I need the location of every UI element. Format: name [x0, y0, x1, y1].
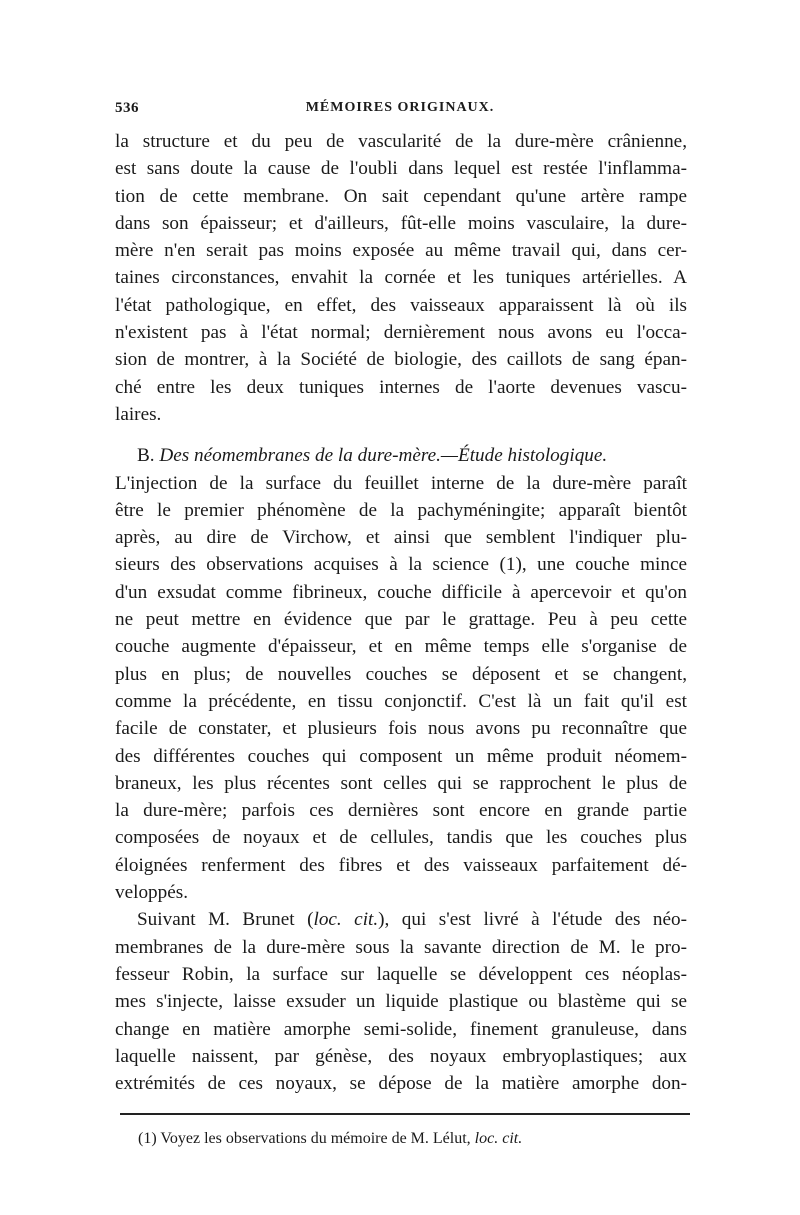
text-line: d'un exsudat comme fibrineux, couche difficile à apercevoir et qu'on	[115, 581, 687, 603]
text-line: être le premier phénomène de la pachyméningite; apparaît bientôt	[115, 499, 687, 521]
footnote-text: (1) Voyez les observations du mémoire de M. Lélut,	[138, 1130, 475, 1147]
text-line: composées de noyaux et de cellules, tandis que les couches plus	[115, 827, 687, 849]
section-heading	[115, 442, 687, 469]
text-line: l'état pathologique, en effet, des vaisseaux apparaissent là où ils	[115, 294, 687, 316]
text-line: extrémités de ces noyaux, se dépose de la matière amorphe don-	[115, 1073, 687, 1095]
text-line: facile de constater, et plusieurs fois nous avons pu reconnaître que	[115, 718, 687, 740]
text-line: taines circonstances, envahit la cornée et les tuniques artérielles. A	[115, 267, 687, 289]
text-line: après, au dire de Virchow, et ainsi que semblent l'indiquer plu-	[115, 527, 687, 549]
text-line: veloppés.	[115, 882, 189, 904]
text-line: ché entre les deux tuniques internes de l'aorte devenues vascu-	[115, 376, 687, 398]
section-title: Des néomembranes de la dure-mère.—Étude histologique.	[159, 445, 608, 467]
text-line: sion de montrer, à la Société de biologie, des caillots de sang épan-	[115, 349, 687, 371]
text-line: n'existent pas à l'état normal; dernièrement nous avons eu l'occa-	[115, 322, 687, 344]
text-line: laquelle naissent, par génèse, des noyaux embryoplastiques; aux	[115, 1045, 687, 1067]
page-header	[115, 100, 685, 122]
citation-italic: loc. cit.	[313, 909, 379, 931]
footnote	[138, 1130, 698, 1148]
text-line: la structure et du peu de vascularité de la dure-mère crânienne,	[115, 131, 687, 152]
text-line: couche augmente d'épaisseur, et en même temps elle s'organise de	[115, 636, 687, 658]
text-line: ne peut mettre en évidence que par le grattage. Peu à peu cette	[115, 609, 687, 631]
text-line: mère n'en serait pas moins exposée au même travail qui, dans cer-	[115, 240, 687, 262]
text-line: éloignées renferment des fibres et des vaisseaux parfaitement dé-	[115, 854, 687, 876]
text-line	[115, 906, 687, 933]
text-line: plus en plus; de nouvelles couches se déposent et se changent,	[115, 663, 687, 685]
text-fragment: Suivant M. Brunet (	[137, 909, 314, 931]
text-line: tion de cette membrane. On sait cependant qu'une artère rampe	[115, 185, 687, 207]
page-number: 536	[115, 100, 139, 116]
footnote-rule	[120, 1113, 690, 1115]
text-line: laires.	[115, 403, 162, 425]
text-line: change en matière amorphe semi-solide, finement granuleuse, dans	[115, 1018, 687, 1040]
text-line: comme la précédente, en tissu conjonctif. C'est là un fait qu'il est	[115, 690, 687, 712]
text-line: des différentes couches qui composent un même produit néomem-	[115, 745, 687, 767]
body-text	[115, 128, 687, 1097]
text-line: la dure-mère; parfois ces dernières sont encore en grande partie	[115, 800, 687, 822]
footnote-citation: loc. cit.	[474, 1130, 523, 1147]
text-line: fesseur Robin, la surface sur laquelle se développent ces néoplas-	[115, 963, 687, 985]
text-line: est sans doute la cause de l'oubli dans lequel est restée l'inflamma-	[115, 158, 687, 180]
text-line: sieurs des observations acquises à la science (1), une couche mince	[115, 554, 687, 576]
text-line: dans son épaisseur; et d'ailleurs, fût-elle moins vasculaire, la dure-	[115, 212, 687, 234]
running-title: MÉMOIRES ORIGINAUX.	[305, 100, 495, 115]
text-fragment: ), qui s'est livré à l'étude des néo-	[378, 909, 687, 931]
text-line: mes s'injecte, laisse exsuder un liquide plastique ou blastème qui se	[115, 991, 687, 1013]
text-line: membranes de la dure-mère sous la savante direction de M. le pro-	[115, 936, 687, 958]
text-line: L'injection de la surface du feuillet interne de la dure-mère paraît	[115, 472, 687, 494]
section-label: B.	[137, 445, 155, 467]
text-line: braneux, les plus récentes sont celles qui se rapprochent le plus de	[115, 772, 687, 794]
